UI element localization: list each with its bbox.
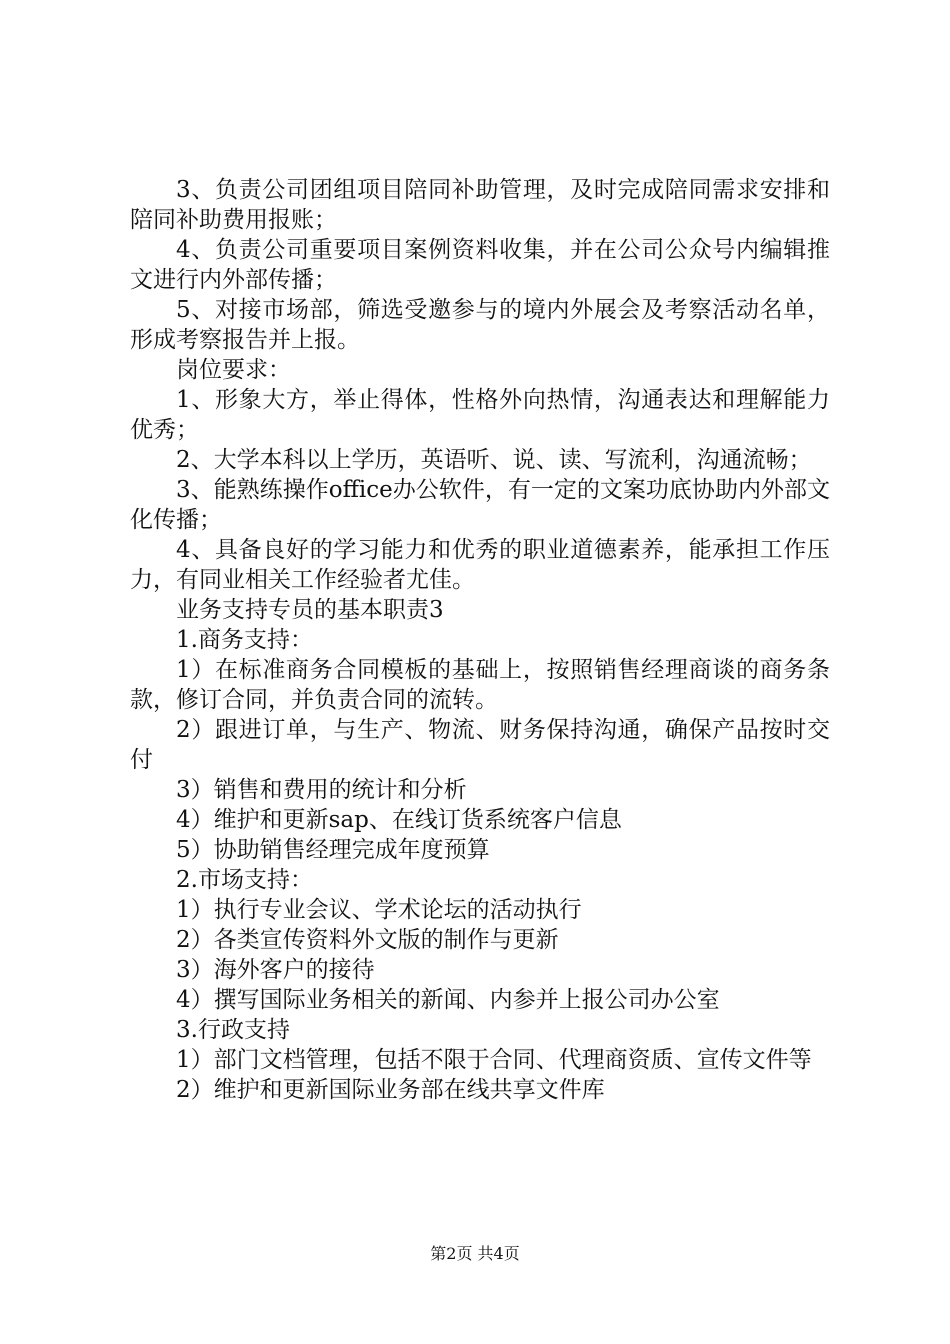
section-heading: 业务支持专员的基本职责3 bbox=[176, 597, 444, 623]
document-body bbox=[130, 175, 830, 1105]
section-heading: 2.市场支持： bbox=[176, 867, 313, 893]
paragraph: 3）海外客户的接待 bbox=[176, 957, 375, 983]
paragraph: 1）执行专业会议、学术论坛的活动执行 bbox=[176, 897, 582, 923]
paragraph: 5）协助销售经理完成年度预算 bbox=[176, 837, 490, 863]
paragraph: 2）维护和更新国际业务部在线共享文件库 bbox=[176, 1077, 605, 1103]
paragraph: 4）维护和更新sap、在线订货系统客户信息 bbox=[176, 807, 622, 833]
paragraph: 2）跟进订单，与生产、物流、财务保持沟通，确保产品按时交付 bbox=[130, 717, 830, 773]
paragraph: 1）部门文档管理，包括不限于合同、代理商资质、宣传文件等 bbox=[176, 1047, 812, 1073]
paragraph: 3）销售和费用的统计和分析 bbox=[176, 777, 467, 803]
paragraph: 2、大学本科以上学历，英语听、说、读、写流利，沟通流畅； bbox=[176, 447, 812, 473]
paragraph: 1、形象大方，举止得体，性格外向热情，沟通表达和理解能力优秀； bbox=[130, 387, 830, 443]
paragraph: 1）在标准商务合同模板的基础上，按照销售经理商谈的商务条款，修订合同，并负责合同的流转。 bbox=[130, 657, 830, 713]
section-heading: 1.商务支持： bbox=[176, 627, 313, 653]
paragraph: 4、具备良好的学习能力和优秀的职业道德素养，能承担工作压力，有同业相关工作经验者尤佳。 bbox=[130, 537, 830, 593]
section-heading: 3.行政支持 bbox=[176, 1017, 290, 1043]
section-heading: 岗位要求： bbox=[176, 357, 291, 383]
paragraph: 3、能熟练操作office办公软件，有一定的文案功底协助内外部文化传播； bbox=[130, 477, 830, 533]
paragraph: 2）各类宣传资料外文版的制作与更新 bbox=[176, 927, 559, 953]
paragraph: 4）撰写国际业务相关的新闻、内参并上报公司办公室 bbox=[176, 987, 720, 1013]
paragraph: 5、对接市场部，筛选受邀参与的境内外展会及考察活动名单，形成考察报告并上报。 bbox=[130, 297, 830, 353]
paragraph: 3、负责公司团组项目陪同补助管理，及时完成陪同需求安排和陪同补助费用报账； bbox=[130, 177, 830, 233]
paragraph: 4、负责公司重要项目案例资料收集，并在公司公众号内编辑推文进行内外部传播； bbox=[130, 237, 830, 293]
page-number-footer: 第2页 共4页 bbox=[430, 1244, 520, 1263]
